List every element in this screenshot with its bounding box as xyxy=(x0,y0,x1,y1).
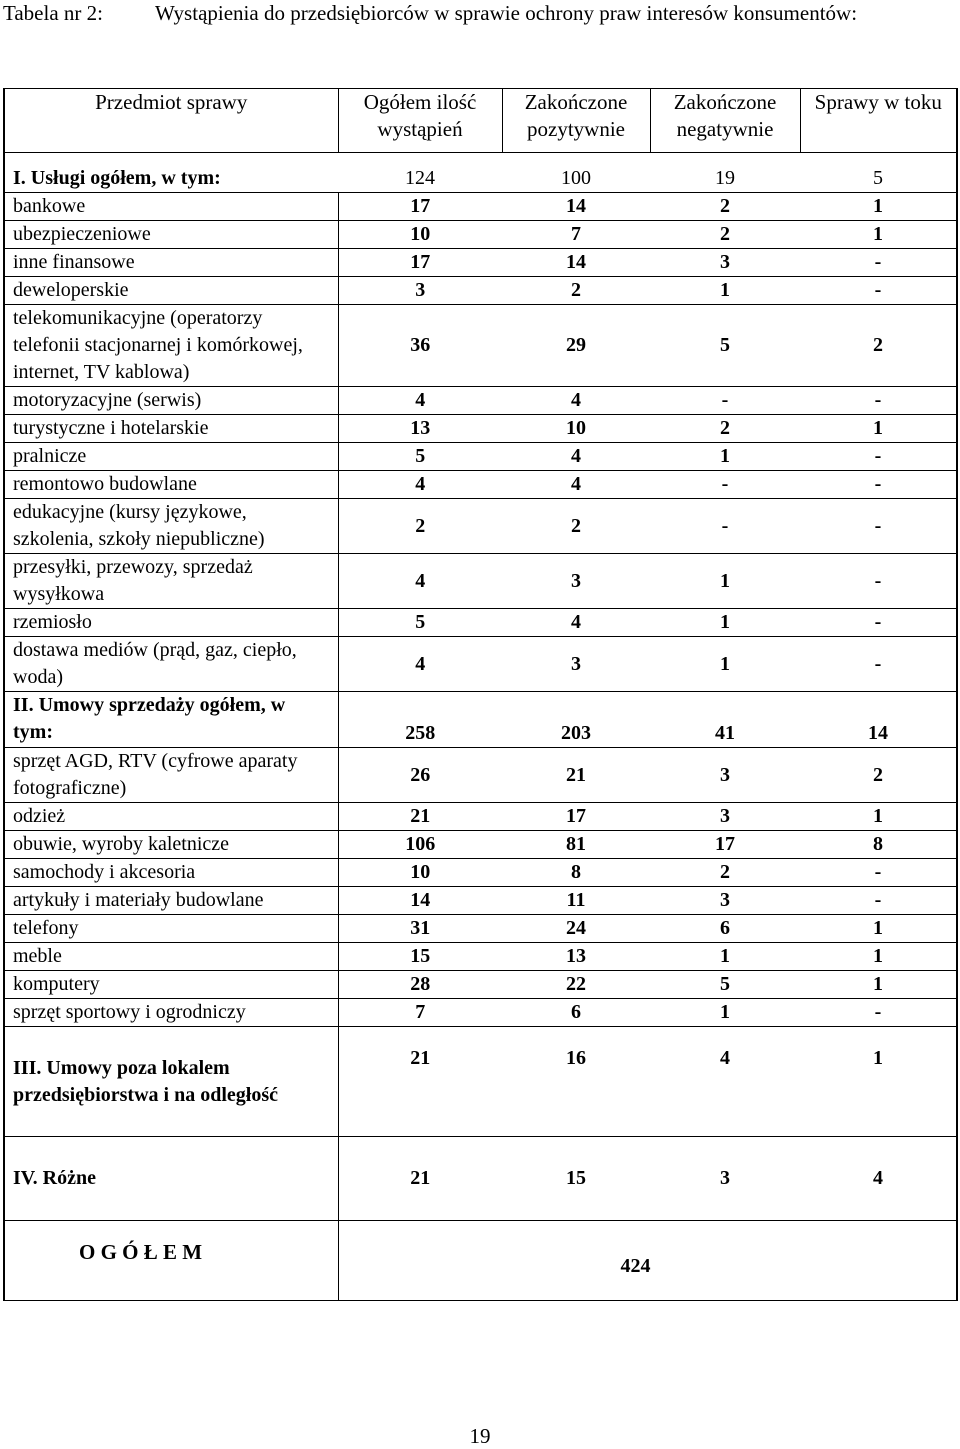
sale-row-negative: 1 xyxy=(650,999,800,1027)
section4-positive: 15 xyxy=(502,1137,650,1221)
sale-row-ongoing: - xyxy=(800,859,957,887)
sale-row-positive: 11 xyxy=(502,887,650,915)
sale-row-positive: 22 xyxy=(502,971,650,999)
sale-row-label: samochody i akcesoria xyxy=(4,859,338,887)
sale-row xyxy=(4,971,957,999)
service-row-positive: 2 xyxy=(502,499,650,554)
service-row-negative: 2 xyxy=(650,193,800,221)
section4-ongoing: 4 xyxy=(800,1137,957,1221)
page-number: 19 xyxy=(469,1424,491,1448)
sale-row-positive: 24 xyxy=(502,915,650,943)
service-row-negative: 3 xyxy=(650,249,800,277)
service-row-label: dostawa mediów (prąd, gaz, ciepło, woda) xyxy=(4,637,338,692)
section3-ongoing: 1 xyxy=(800,1027,957,1137)
section2-rows xyxy=(4,748,957,1027)
service-row-positive: 3 xyxy=(502,554,650,609)
service-row-ongoing: - xyxy=(800,637,957,692)
service-row-label: inne finansowe xyxy=(4,249,338,277)
header-ongoing: Sprawy w toku xyxy=(800,89,957,153)
service-row-positive: 3 xyxy=(502,637,650,692)
sale-row xyxy=(4,831,957,859)
service-row-total: 3 xyxy=(338,277,502,305)
sale-row-total: 7 xyxy=(338,999,502,1027)
service-row-ongoing: - xyxy=(800,499,957,554)
service-row xyxy=(4,609,957,637)
service-row-total: 5 xyxy=(338,609,502,637)
service-row-label: edukacyjne (kursy językowe, szkolenia, szkoły niepubliczne) xyxy=(4,499,338,554)
service-row-positive: 14 xyxy=(502,249,650,277)
section2-row xyxy=(4,692,957,748)
service-row xyxy=(4,193,957,221)
sale-row-ongoing: 1 xyxy=(800,971,957,999)
total-row xyxy=(4,1221,957,1301)
sale-row-label: meble xyxy=(4,943,338,971)
sale-row-negative: 5 xyxy=(650,971,800,999)
service-row-positive: 14 xyxy=(502,193,650,221)
service-row-label: pralnicze xyxy=(4,443,338,471)
sale-row-ongoing: 1 xyxy=(800,943,957,971)
service-row xyxy=(4,387,957,415)
service-row-total: 10 xyxy=(338,221,502,249)
sale-row-ongoing: 1 xyxy=(800,803,957,831)
sale-row-ongoing: 2 xyxy=(800,748,957,803)
sale-row-ongoing: - xyxy=(800,999,957,1027)
sale-row-total: 15 xyxy=(338,943,502,971)
sale-row-ongoing: 8 xyxy=(800,831,957,859)
section2-total: 258 xyxy=(338,692,502,748)
service-row xyxy=(4,637,957,692)
sale-row-total: 21 xyxy=(338,803,502,831)
service-row-label: motoryzacyjne (serwis) xyxy=(4,387,338,415)
service-row xyxy=(4,415,957,443)
section2-negative: 41 xyxy=(650,692,800,748)
service-row-negative: 5 xyxy=(650,305,800,387)
service-row-total: 36 xyxy=(338,305,502,387)
sale-row-label: artykuły i materiały budowlane xyxy=(4,887,338,915)
sale-row-label: sprzęt AGD, RTV (cyfrowe aparaty fotograficzne) xyxy=(4,748,338,803)
service-row-total: 17 xyxy=(338,249,502,277)
service-row-positive: 4 xyxy=(502,609,650,637)
sale-row-negative: 1 xyxy=(650,943,800,971)
header-row xyxy=(4,89,957,153)
sale-row xyxy=(4,999,957,1027)
service-row-positive: 7 xyxy=(502,221,650,249)
service-row-total: 2 xyxy=(338,499,502,554)
section4-total: 21 xyxy=(338,1137,502,1221)
service-row-positive: 4 xyxy=(502,387,650,415)
sale-row-positive: 13 xyxy=(502,943,650,971)
sale-row-negative: 3 xyxy=(650,887,800,915)
service-row xyxy=(4,277,957,305)
service-row-negative: 1 xyxy=(650,637,800,692)
section1-row xyxy=(4,153,957,193)
section1-label: I. Usługi ogółem, w tym: xyxy=(4,153,338,193)
grand-total-value: 424 xyxy=(338,1221,957,1301)
service-row-positive: 2 xyxy=(502,277,650,305)
grand-total-label: O G Ó Ł E M xyxy=(4,1221,338,1301)
section2-ongoing: 14 xyxy=(800,692,957,748)
sale-row-total: 28 xyxy=(338,971,502,999)
sale-row xyxy=(4,887,957,915)
sale-row-total: 106 xyxy=(338,831,502,859)
service-row-positive: 10 xyxy=(502,415,650,443)
service-row-label: ubezpieczeniowe xyxy=(4,221,338,249)
table-caption: Wystąpienia do przedsiębiorców w sprawie ochrony praw interesów konsumentów: xyxy=(155,1,858,25)
service-row-ongoing: 1 xyxy=(800,221,957,249)
sale-row-ongoing: 1 xyxy=(800,915,957,943)
sale-row-positive: 6 xyxy=(502,999,650,1027)
service-row-ongoing: - xyxy=(800,443,957,471)
service-row xyxy=(4,221,957,249)
service-row-ongoing: - xyxy=(800,387,957,415)
sale-row-negative: 3 xyxy=(650,748,800,803)
service-row-total: 4 xyxy=(338,637,502,692)
service-row-ongoing: 1 xyxy=(800,193,957,221)
sale-row xyxy=(4,748,957,803)
sale-row-negative: 6 xyxy=(650,915,800,943)
service-row xyxy=(4,305,957,387)
service-row-negative: - xyxy=(650,471,800,499)
service-row-label: telekomunikacyjne (operatorzy telefonii stacjonarnej i komórkowej, internet, TV kablowa) xyxy=(4,305,338,387)
sale-row-negative: 17 xyxy=(650,831,800,859)
sale-row-positive: 8 xyxy=(502,859,650,887)
section3-positive: 16 xyxy=(502,1027,650,1137)
service-row-label: bankowe xyxy=(4,193,338,221)
section2-label: II. Umowy sprzedaży ogółem, w tym: xyxy=(4,692,338,748)
section3-row xyxy=(4,1027,957,1137)
header-negative: Zakończone negatywnie xyxy=(650,89,800,153)
section3-label: III. Umowy poza lokalem przedsiębiorstwa i na odległość xyxy=(4,1027,338,1137)
service-row-positive: 4 xyxy=(502,471,650,499)
section1-negative: 19 xyxy=(650,153,800,193)
sale-row-label: telefony xyxy=(4,915,338,943)
sale-row-label: odzież xyxy=(4,803,338,831)
service-row-positive: 29 xyxy=(502,305,650,387)
service-row-total: 4 xyxy=(338,471,502,499)
section1-positive: 100 xyxy=(502,153,650,193)
service-row-negative: - xyxy=(650,387,800,415)
service-row-ongoing: 2 xyxy=(800,305,957,387)
section4-row xyxy=(4,1137,957,1221)
section1-ongoing: 5 xyxy=(800,153,957,193)
section1-rows xyxy=(4,193,957,692)
service-row-ongoing: - xyxy=(800,554,957,609)
service-row xyxy=(4,443,957,471)
service-row-negative: 2 xyxy=(650,221,800,249)
section4-negative: 3 xyxy=(650,1137,800,1221)
sale-row-positive: 81 xyxy=(502,831,650,859)
service-row-label: deweloperskie xyxy=(4,277,338,305)
service-row-ongoing: - xyxy=(800,249,957,277)
sale-row xyxy=(4,943,957,971)
sale-row-positive: 21 xyxy=(502,748,650,803)
sale-row xyxy=(4,803,957,831)
service-row-label: remontowo budowlane xyxy=(4,471,338,499)
table-number-label: Tabela nr 2: xyxy=(3,1,103,25)
section2-positive: 203 xyxy=(502,692,650,748)
service-row-total: 17 xyxy=(338,193,502,221)
header-subject: Przedmiot sprawy xyxy=(4,89,338,153)
service-row-negative: 1 xyxy=(650,443,800,471)
sale-row-total: 31 xyxy=(338,915,502,943)
service-row-ongoing: - xyxy=(800,277,957,305)
service-row-positive: 4 xyxy=(502,443,650,471)
service-row-negative: 2 xyxy=(650,415,800,443)
sale-row-positive: 17 xyxy=(502,803,650,831)
service-row-total: 4 xyxy=(338,387,502,415)
service-row xyxy=(4,471,957,499)
section4-label: IV. Różne xyxy=(4,1137,338,1221)
sale-row-label: komputery xyxy=(4,971,338,999)
header-positive: Zakończone pozytywnie xyxy=(502,89,650,153)
service-row-negative: 1 xyxy=(650,277,800,305)
section1-total: 124 xyxy=(338,153,502,193)
sale-row-total: 26 xyxy=(338,748,502,803)
service-row xyxy=(4,499,957,554)
service-row-total: 4 xyxy=(338,554,502,609)
sale-row-total: 10 xyxy=(338,859,502,887)
service-row xyxy=(4,249,957,277)
service-row-total: 13 xyxy=(338,415,502,443)
service-row-negative: 1 xyxy=(650,609,800,637)
sale-row-label: sprzęt sportowy i ogrodniczy xyxy=(4,999,338,1027)
section3-total: 21 xyxy=(338,1027,502,1137)
sale-row-total: 14 xyxy=(338,887,502,915)
sale-row-ongoing: - xyxy=(800,887,957,915)
service-row xyxy=(4,554,957,609)
sale-row xyxy=(4,859,957,887)
service-row-ongoing: - xyxy=(800,609,957,637)
sale-row-negative: 3 xyxy=(650,803,800,831)
service-row-ongoing: 1 xyxy=(800,415,957,443)
service-row-label: turystyczne i hotelarskie xyxy=(4,415,338,443)
section3-negative: 4 xyxy=(650,1027,800,1137)
service-row-negative: - xyxy=(650,499,800,554)
service-row-label: przesyłki, przewozy, sprzedaż wysyłkowa xyxy=(4,554,338,609)
sale-row-negative: 2 xyxy=(650,859,800,887)
sale-row xyxy=(4,915,957,943)
complaints-table xyxy=(3,88,958,1301)
header-total: Ogółem ilość wystąpień xyxy=(338,89,502,153)
service-row-label: rzemiosło xyxy=(4,609,338,637)
service-row-negative: 1 xyxy=(650,554,800,609)
service-row-ongoing: - xyxy=(800,471,957,499)
service-row-total: 5 xyxy=(338,443,502,471)
sale-row-label: obuwie, wyroby kaletnicze xyxy=(4,831,338,859)
